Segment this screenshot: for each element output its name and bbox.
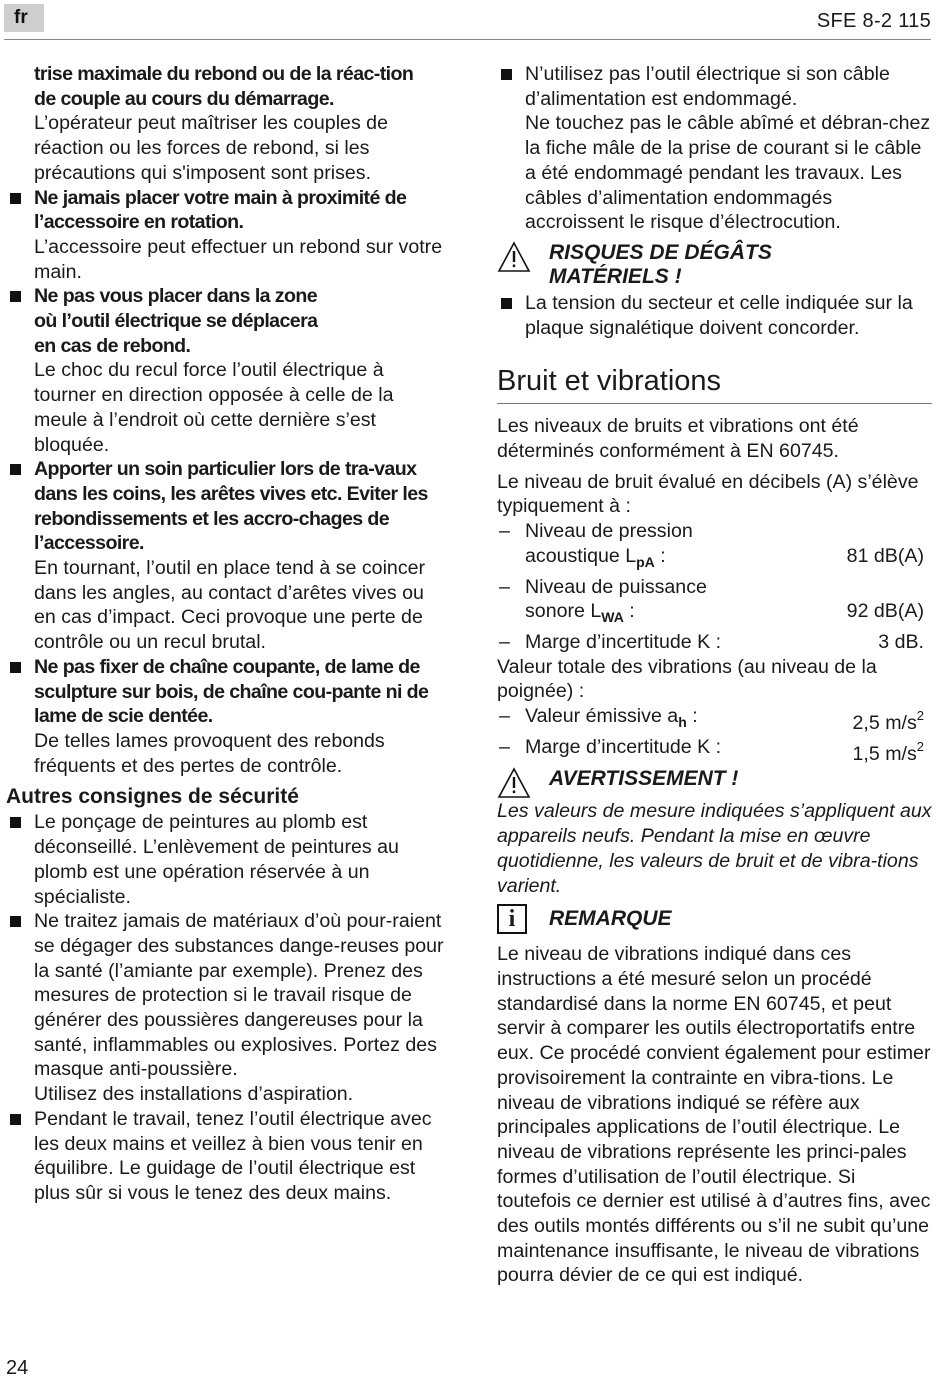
bullet-voltage xyxy=(497,291,932,340)
page-number: 24 xyxy=(6,1357,29,1379)
spec-label-line-1: Niveau de puissance xyxy=(525,575,707,598)
spec-label: Marge d’incertitude K : xyxy=(525,630,722,653)
bold-line-3: en cas de rebond. xyxy=(34,334,191,357)
bullet-bold-text xyxy=(34,284,446,358)
bullet-square-icon xyxy=(10,193,21,204)
bullet-text: Pendant le travail, tenez l’outil électrique avec les deux mains et veillez à bien vous tenir en équilibre. Le guidage de l’outil électrique est plus sûr si vous le tenez des deux mains. xyxy=(34,1107,432,1204)
dash: – xyxy=(499,520,510,543)
spec-label: Marge d’incertitude K : xyxy=(525,735,722,758)
bullet-bold-text: Ne pas fixer de chaîne coupante, de lame de sculpture sur bois, de chaîne cou-pante ni de lame de scie dentée. xyxy=(34,655,429,728)
material-damage-warning xyxy=(497,241,932,289)
spec-superscript: 2 xyxy=(916,708,924,724)
spec-colon: : xyxy=(623,600,635,623)
warning-title-line-2: MATÉRIELS ! xyxy=(549,264,682,288)
bullet-text-extraction: Utilisez des installations d’aspiration. xyxy=(34,1083,354,1106)
bullet-chain-blade xyxy=(6,655,446,779)
bullet-text: Ne traitez jamais de matériaux d’où pour-raient se dégager des substances dange-reuses pour la santé (l’amiante par exemple). Prenez des mesures de protection si le travail risque de générer des poussières dangereuses pour la santé, inflammables ou explosives. Portez des masque anti-poussière. xyxy=(34,910,444,1081)
spec-value: 92 dB(A) xyxy=(846,600,924,623)
bullet-square-icon xyxy=(10,464,21,475)
bullet-lead-paint xyxy=(6,810,446,909)
warning-text: Les valeurs de mesure indiquées s’appliquent aux appareils neufs. Pendant la mise en œuvre quotidienne, les valeurs de bruit et de vibra-tions varient. xyxy=(497,800,932,897)
bullet-hand-rotation xyxy=(6,186,446,285)
spec-subscript: WA xyxy=(601,609,624,626)
bullet-square-icon xyxy=(10,817,21,828)
spec-label: Valeur émissive a xyxy=(525,705,679,728)
warning-title xyxy=(549,241,932,289)
spec-uncertainty-noise xyxy=(497,630,932,655)
spec-colon: : xyxy=(686,705,698,728)
continued-warning-bold xyxy=(6,62,446,111)
heading-noise-vibration: Bruit et vibrations xyxy=(497,364,932,404)
bullet-text: En tournant, l’outil en place tend à se coincer dans les angles, au contact d’arêtes vives ou en cas d’impact. Ceci provoque une perte de contrôle ou un recul brutal. xyxy=(34,557,426,654)
bullet-two-hands xyxy=(6,1107,446,1206)
spec-sound-power xyxy=(497,575,932,630)
spec-value: 81 dB(A) xyxy=(846,544,924,567)
bullet-bold-text: Ne jamais placer votre main à proximité de l’accessoire en rotation. xyxy=(34,186,407,234)
language-badge: fr xyxy=(4,4,44,32)
spec-vibration-emission xyxy=(497,704,932,735)
dash: – xyxy=(499,630,510,653)
dash: – xyxy=(499,705,510,728)
warning-triangle-icon xyxy=(497,241,531,273)
bullet-damaged-cable xyxy=(497,62,932,235)
bullet-text: L’accessoire peut effectuer un rebond sur votre main. xyxy=(34,235,443,283)
bold-line-2: où l’outil électrique se déplacera xyxy=(34,310,318,333)
bullet-square-icon xyxy=(501,298,512,309)
spec-value xyxy=(853,704,924,736)
spec-colon: : xyxy=(654,544,666,567)
info-icon: i xyxy=(497,904,527,934)
dash: – xyxy=(499,735,510,758)
bullet-bold-text: Apporter un soin particulier lors de tra-vaux dans les coins, les arêtes vives etc. Eviter les rebondissements et les accro-chages de l’accessoire. xyxy=(34,458,428,555)
spec-sound-pressure xyxy=(497,519,932,574)
continued-warning-text: L’opérateur peut maîtriser les couples de réaction ou les forces de rebond, si les précautions qui s'imposent sont prises. xyxy=(34,112,388,184)
model-name: SFE 8-2 115 xyxy=(816,10,931,32)
spec-superscript: 2 xyxy=(916,738,924,754)
spec-value xyxy=(853,735,924,767)
spec-subscript: h xyxy=(678,714,687,731)
note-box xyxy=(497,904,932,938)
paragraph-standards: Les niveaux de bruits et vibrations ont été déterminés conformément à EN 60745. xyxy=(497,415,859,463)
bullet-text-2: Ne touchez pas le câble abîmé et débran-chez la fiche mâle de la prise de courant si le câble a été endommagé pendant les travaux. Les câbles d’alimentation endommagés accroissent le risque d’électrocution. xyxy=(525,112,931,234)
bullet-square-icon xyxy=(10,916,21,927)
measurement-warning xyxy=(497,767,932,797)
continued-bold-line-1: trise maximale du rebond ou de la réac-tion xyxy=(34,63,414,85)
bullet-hazardous-materials xyxy=(6,909,446,1107)
bold-line-1: Ne pas vous placer dans la zone xyxy=(34,285,318,308)
bullet-square-icon xyxy=(10,291,21,302)
section-title-other-safety: Autres consignes de sécurité xyxy=(6,785,299,809)
spec-value: 3 dB. xyxy=(878,630,924,653)
bullet-corners xyxy=(6,457,446,655)
bullet-text: N’utilisez pas l’outil électrique si son câble d’alimentation est endommagé. xyxy=(525,63,890,110)
continued-bold-line-2: de couple au cours du démarrage. xyxy=(34,87,334,110)
paragraph-vibration-total: Valeur totale des vibrations (au niveau de la poignée) : xyxy=(497,655,877,703)
warning-triangle-icon xyxy=(497,767,531,799)
paragraph-noise-level: Le niveau de bruit évalué en décibels (A) s’élève typiquement à : xyxy=(497,470,919,518)
right-column xyxy=(497,62,932,1288)
header-divider xyxy=(4,39,931,40)
spec-uncertainty-vibration xyxy=(497,735,932,765)
warning-title: AVERTISSEMENT ! xyxy=(549,767,739,791)
bullet-text: De telles lames provoquent des rebonds fréquents et des pertes de contrôle. xyxy=(34,729,385,777)
bullet-square-icon xyxy=(10,1114,21,1125)
spec-value-text: 1,5 m/s xyxy=(852,742,917,765)
note-title: REMARQUE xyxy=(549,907,672,931)
spec-label: sonore L xyxy=(525,600,602,623)
bullet-square-icon xyxy=(501,69,512,80)
dash: – xyxy=(499,575,510,598)
note-text: Le niveau de vibrations indiqué dans ces instructions a été mesuré selon un procédé standardisé dans la norme EN 60745, et peut servir à comparer les outils électroportatifs entre eux. Ce procédé convient également pour estimer provisoirement la contrainte en vibra-tions. Le niveau de vibrations indiqué se réfère aux principales applications de l’outil électrique. Le niveau de vibrations représente les princi-pales formes d’utilisation de l’outil électrique. Si toutefois ce dernier est utilisé à d’autres fins, avec des outils montés différents ou s’il ne subit qu’une maintenance insuffisante, le niveau de vibrations pourra dévier de ce qui est indiqué. xyxy=(497,943,931,1287)
bullet-rebound-zone xyxy=(6,284,446,457)
left-column xyxy=(6,62,446,1206)
spec-label-line-1: Niveau de pression xyxy=(525,520,693,543)
spec-subscript: pA xyxy=(636,553,655,570)
bullet-square-icon xyxy=(10,662,21,673)
bullet-text: Le choc du recul force l’outil électrique à tourner en direction opposée à celle de la meule à l’endroit où cette dernière s’est bloquée. xyxy=(34,359,394,456)
warning-title-line-1: RISQUES DE DÉGÂTS xyxy=(549,240,772,264)
spec-label-line-2 xyxy=(525,544,932,575)
spec-value-text: 2,5 m/s xyxy=(852,712,917,735)
spec-label-line-2 xyxy=(525,599,932,630)
bullet-text: Le ponçage de peintures au plomb est déconseillé. L’enlèvement de peintures au plomb est une opération réservée à un spécialiste. xyxy=(34,811,399,908)
spec-label: acoustique L xyxy=(525,544,637,567)
bullet-text: La tension du secteur et celle indiquée sur la plaque signalétique doivent concorder. xyxy=(525,291,913,339)
